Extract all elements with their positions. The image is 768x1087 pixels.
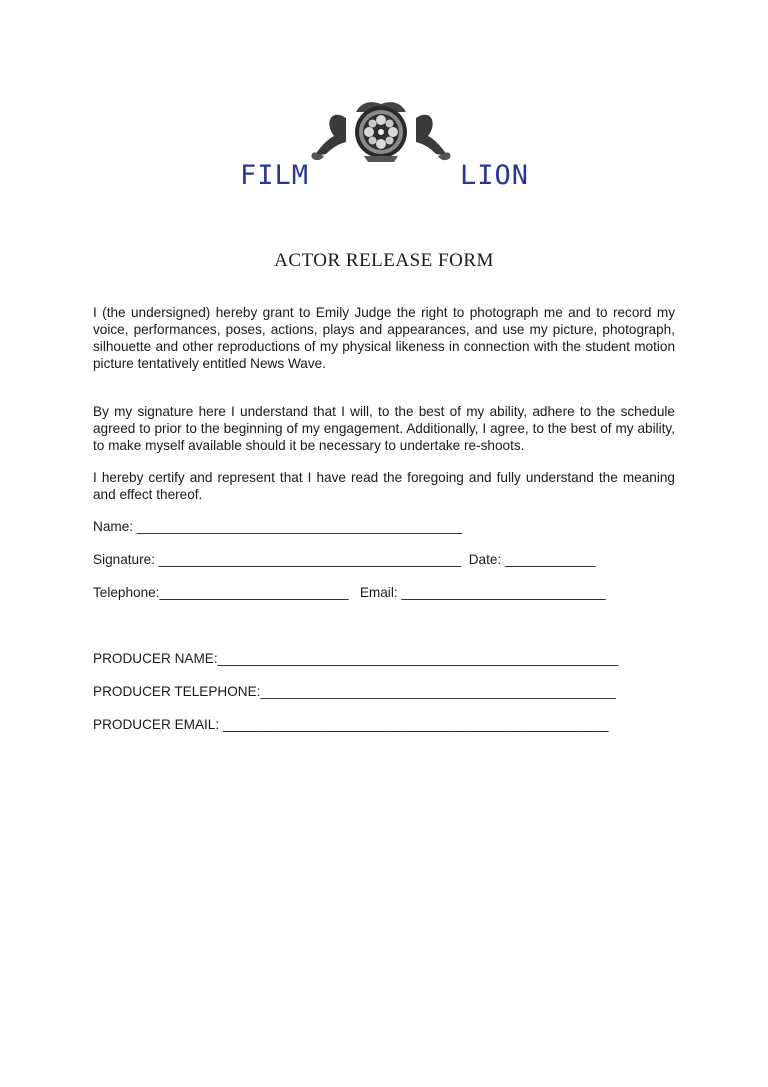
brand-word-right: LION (460, 160, 530, 191)
producer-telephone-field[interactable]: PRODUCER TELEPHONE:_______________________________________________ (93, 684, 616, 699)
brand-word-left: FILM (240, 160, 310, 191)
schedule-paragraph: By my signature here I understand that I will, to the best of my ability, adhere to the schedule agreed to prior to the beginning of my engagement. Additionally, I agree, to the best of my ability, to make myself available should it be necessary to undertake re-shoots. (93, 404, 675, 453)
certify-paragraph: I hereby certify and represent that I have read the foregoing and fully understand the meaning and effect thereof. (93, 470, 675, 502)
form-title: ACTOR RELEASE FORM (274, 250, 494, 271)
producer-email-field[interactable]: PRODUCER EMAIL: ___________________________________________________ (93, 717, 609, 732)
signature-date-field[interactable]: Signature: ________________________________________ Date: ____________ (93, 552, 596, 567)
name-field[interactable]: Name: ___________________________________________ (93, 519, 462, 534)
telephone-email-field[interactable]: Telephone:_________________________ Email: ___________________________ (93, 585, 606, 600)
grant-paragraph: I (the undersigned) hereby grant to Emily Judge the right to photograph me and to record my voice, performances, poses, actions, plays and appearances, and use my picture, photograph, silhouette and other reproductions of my physical likeness in connection with the student motion picture tentatively entitled News Wave. (93, 305, 675, 371)
film-reel-crest-icon (306, 98, 456, 166)
producer-name-field[interactable]: PRODUCER NAME:_____________________________________________________ (93, 651, 619, 666)
